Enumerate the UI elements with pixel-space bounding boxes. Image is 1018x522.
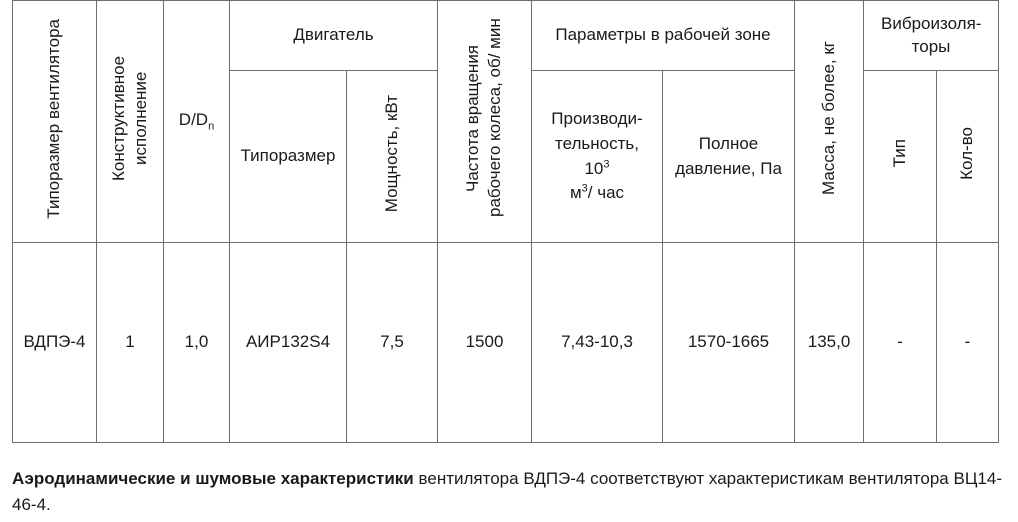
header-engine-model (230, 71, 347, 243)
header-design (97, 1, 164, 243)
header-pressure (663, 71, 795, 243)
cell-engine-model: АИР132S4 (230, 243, 347, 443)
cell-vibro-type: - (864, 243, 937, 443)
header-mass (795, 1, 864, 243)
header-mass-label: Масса, не более, кг (818, 41, 838, 196)
cell-design: 1 (97, 243, 164, 443)
note-text: вентилятора ВДПЭ-4 соответствуют характеристикам вентилятора ВЦ14-46-4. (12, 469, 1002, 514)
header-vibro-group (864, 1, 999, 71)
header-ratio-sub: n (208, 120, 215, 133)
cell-capacity: 7,43-10,3 (532, 243, 663, 443)
header-vibro-type-label: Тип (889, 139, 909, 168)
header-vibro-count-label: Кол-во (957, 127, 977, 180)
header-engine-group-label: Двигатель (293, 25, 374, 45)
header-pressure-label: Полное давление, Па (675, 133, 782, 178)
cell-pressure: 1570-1665 (663, 243, 795, 443)
fan-spec-table (12, 0, 999, 443)
header-params-group-label: Параметры в рабочей зоне (555, 25, 771, 45)
header-engine-power (347, 71, 438, 243)
header-capacity-text-a: Производи-тельность, 10 (551, 109, 643, 178)
header-vibro-group-label: Виброизоля-торы (881, 13, 982, 56)
header-capacity-text-c: / час (587, 183, 625, 203)
cell-ratio: 1,0 (164, 243, 230, 443)
header-speed (438, 1, 532, 243)
header-design-label: Конструктивное исполнение (108, 55, 150, 181)
characteristics-note (12, 466, 1002, 518)
note-bold: Аэродинамические и шумовые характеристики (12, 469, 414, 488)
cell-mass: 135,0 (795, 243, 864, 443)
cell-engine-power: 7,5 (347, 243, 438, 443)
header-ratio (164, 1, 230, 243)
header-model-label: Типоразмер вентилятора (44, 18, 64, 219)
header-capacity-label (541, 107, 653, 206)
header-row-1 (13, 1, 999, 71)
header-model (13, 1, 97, 243)
header-capacity-sup2: 3 (581, 182, 588, 195)
header-engine-model-label: Типоразмер (240, 146, 336, 166)
header-capacity-text-b: м (569, 183, 582, 203)
header-engine-group (230, 1, 438, 71)
header-capacity (532, 71, 663, 243)
cell-model: ВДПЭ-4 (13, 243, 97, 443)
header-capacity-sup: 3 (603, 157, 610, 170)
cell-vibro-count: - (937, 243, 999, 443)
header-speed-label: Частота вращения рабочего колеса, об/ мин (463, 19, 505, 218)
header-ratio-main: D/D (178, 110, 209, 130)
header-engine-power-label: Мощность, кВт (381, 94, 401, 213)
cell-speed: 1500 (438, 243, 532, 443)
header-params-group (532, 1, 795, 71)
header-vibro-type (864, 71, 937, 243)
header-vibro-count (937, 71, 999, 243)
table-row (13, 243, 999, 443)
